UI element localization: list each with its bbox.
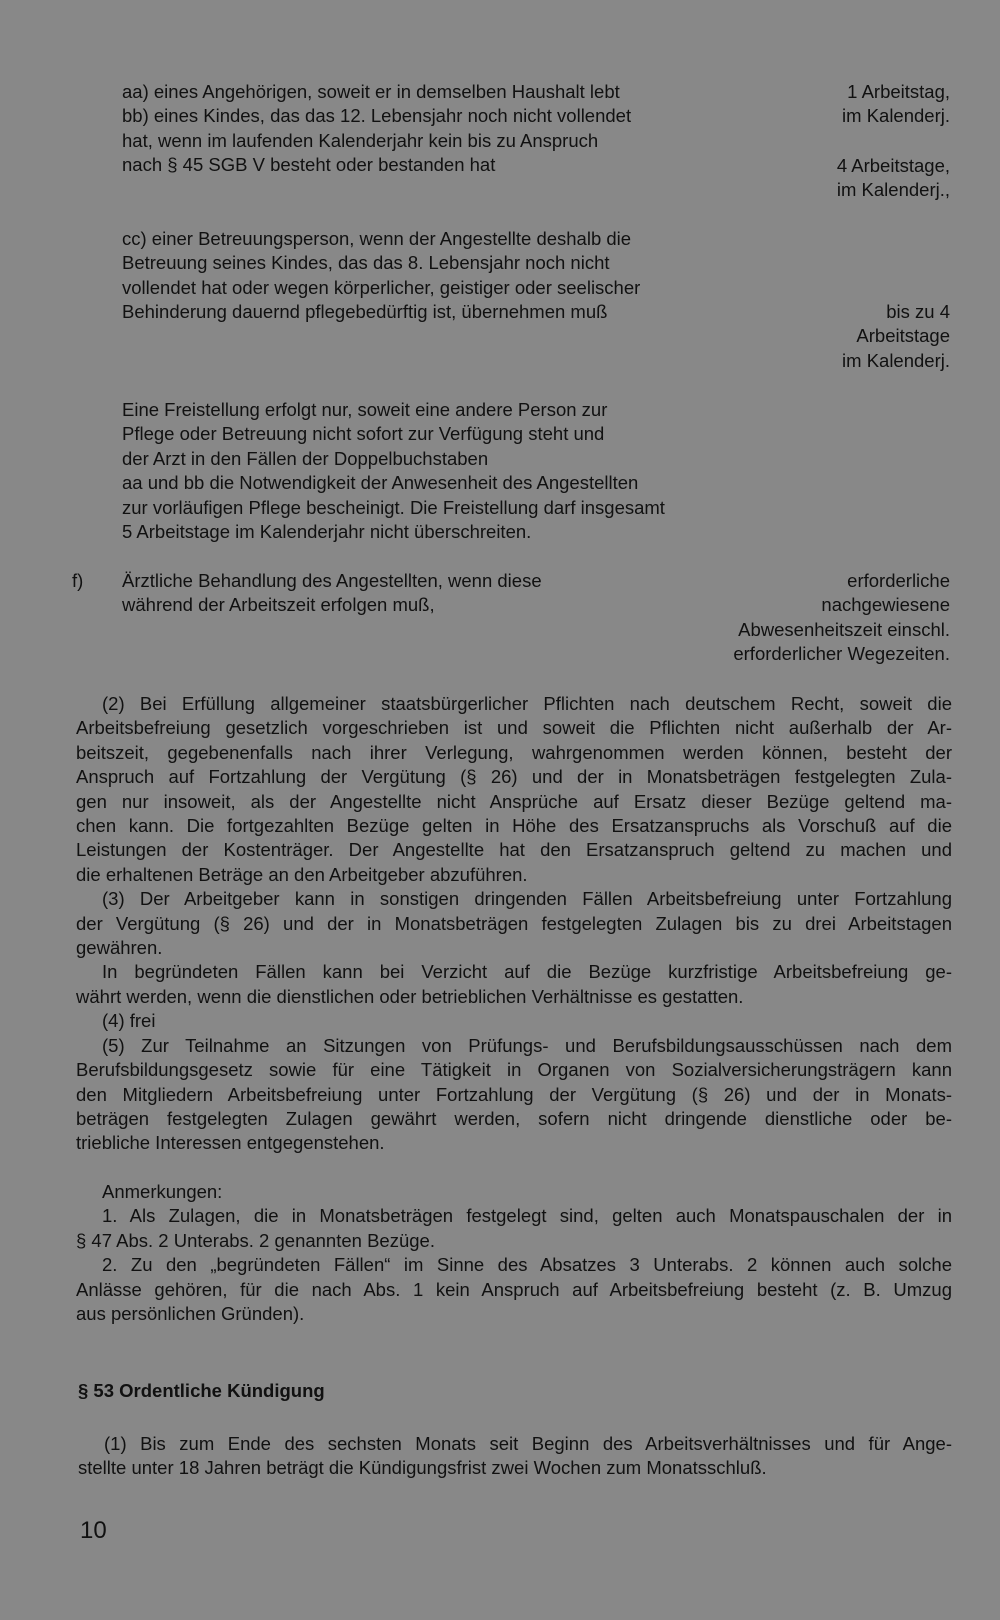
right-note-f [650,569,950,667]
text-line: zur vorläufigen Pflege bescheinigt. Die Freistellung darf insgesamt [122,496,665,518]
anmerkungen-title: Anmerkungen: [102,1181,223,1202]
text-line: der Arzt in den Fällen der Doppelbuchstaben [122,447,489,469]
text-line: beträgen festgelegten Zulagen gewährt werden, sofern nicht dringende dienstliche oder be- [76,1107,952,1129]
paragraph-5 [76,1034,952,1156]
text-line: aa und bb die Notwendigkeit der Anwesenheit des Angestellten [122,472,639,494]
text-line: im Kalenderj. [842,349,950,371]
text-line: beitszeit, gegebenenfalls nach ihrer Verlegung, wahrgenommen werden können, besteht der [76,741,952,763]
section-heading: § 53 Ordentliche Kündigung [78,1380,325,1401]
text-line: vollendet hat oder wegen körperlicher, geistiger oder seelischer [122,276,641,298]
right-note-cc [650,300,950,373]
text-line: cc) einer Betreuungsperson, wenn der Angestellte deshalb die [122,228,632,249]
text-line: chen kann. Die fortgezahlten Bezüge gelten in Höhe des Ersatzanspruchs als Vorschuß auf die [76,815,952,837]
item-label-f: f) [72,570,84,591]
section53-paragraph-1 [78,1432,952,1481]
text-line: Eine Freistellung erfolgt nur, soweit eine andere Person zur [122,399,608,420]
text-line: Berufsbildungsgesetz sowie für eine Tätigkeit in Organen von Sozialversicherungsträgern kann [76,1059,952,1081]
text-line: 2. Zu den „begründeten Fällen“ im Sinne des Absatzes 3 Unterabs. 2 können auch solche [102,1254,952,1276]
text-line: im Kalenderj. [842,105,950,127]
paragraph-3 [76,887,952,960]
right-note-bb [650,154,950,203]
text-line: im Kalenderj., [836,179,950,201]
text-line: In begründeten Fällen kann bei Verzicht auf die Bezüge kurzfristige Arbeitsbefreiung ge- [102,961,952,983]
text-line: erforderlicher Wegezeiten. [733,643,950,665]
paragraph-f [122,569,742,618]
text-line: (5) Zur Teilnahme an Sitzungen von Prüfungs- und Berufsbildungsausschüssen nach dem [102,1034,952,1056]
text-line: der Vergütung (§ 26) und der in Monatsbeträgen festgelegten Zulagen bis zu drei Arbeitstagen [76,912,952,934]
text-line: währt werden, wenn die dienstlichen oder betrieblichen Verhältnisse es gestatten. [76,985,744,1007]
text-line: Arbeitstage [856,325,950,347]
text-line: Pflege oder Betreuung nicht sofort zur Verfügung steht und [122,423,605,445]
paragraph-freistellung [122,398,762,544]
text-line: 1. Als Zulagen, die in Monatsbeträgen festgelegt sind, gelten auch Monatspauschalen der in [102,1205,952,1227]
text-line: gen nur insoweit, als der Angestellte nicht Ansprüche auf Ersatz dieser Bezüge geltend ma- [76,790,952,812]
main-paragraphs [76,692,952,1156]
text-line: nach § 45 SGB V besteht oder bestanden hat [122,154,496,176]
text-line: 5 Arbeitstage im Kalenderjahr nicht überschreiten. [122,521,532,543]
text-line: Leistungen der Kostenträger. Der Angestellte hat den Ersatzanspruch geltend zu machen und [76,839,952,861]
text-line: die erhaltenen Beträge an den Arbeitgeber abzuführen. [76,863,528,885]
text-line: Behinderung dauernd pflegebedürftig ist, übernehmen muß [122,301,608,323]
text-line: bis zu 4 [886,301,950,322]
text-line: aa) eines Angehörigen, soweit er in demselben Haushalt lebt [122,81,620,102]
text-line: gewähren. [76,937,163,959]
paragraph-3-sub [76,960,952,1009]
text-line: § 47 Abs. 2 Unterabs. 2 genannten Bezüge. [76,1229,435,1251]
text-line: Betreuung seines Kindes, das das 8. Lebensjahr noch nicht [122,252,610,274]
text-line: Anspruch auf Fortzahlung der Vergütung (§ 26) und der in Monatsbeträgen festgelegten Zula- [76,766,952,788]
text-line: (3) Der Arbeitgeber kann in sonstigen dringenden Fällen Arbeitsbefreiung unter Fortzahlung [102,888,952,910]
text-line: (4) frei [102,1010,156,1032]
right-note-aa [650,80,950,129]
text-line: während der Arbeitszeit erfolgen muß, [122,594,435,616]
page-number: 10 [80,1517,107,1544]
paragraph-2 [76,692,952,887]
text-line: aus persönlichen Gründen). [76,1303,305,1325]
text-line: 1 Arbeitstag, [847,81,950,102]
text-line: (1) Bis zum Ende des sechsten Monats seit Beginn des Arbeitsverhältnisses und für Ange- [104,1433,952,1454]
paragraph-aa-bb [122,80,742,178]
text-line: Ärztliche Behandlung des Angestellten, wenn diese [122,570,542,591]
paragraph-4 [76,1009,952,1033]
text-line: Anlässe gehören, für die nach Abs. 1 kein Anspruch auf Arbeitsbefreiung besteht (z. B. Umzug [76,1278,952,1300]
text-line: Abwesenheitszeit einschl. [738,618,950,640]
anmerkungen [76,1180,952,1326]
text-line: nachgewiesene [821,594,950,616]
text-line: 4 Arbeitstage, [836,155,950,176]
text-line: triebliche Interessen entgegenstehen. [76,1132,385,1154]
text-line: erforderliche [847,570,950,591]
text-line: stellte unter 18 Jahren beträgt die Kündigungsfrist zwei Wochen zum Monatsschluß. [78,1457,767,1479]
text-line: Arbeitsbefreiung gesetzlich vorgeschrieben ist und soweit die Pflichten nicht außerhalb der Ar- [76,717,952,739]
text-line: hat, wenn im laufenden Kalenderjahr kein bis zu Anspruch [122,129,599,151]
text-line: den Mitgliedern Arbeitsbefreiung unter Fortzahlung der Vergütung (§ 26) und der in Monats- [76,1083,952,1105]
text-line: (2) Bei Erfüllung allgemeiner staatsbürgerlicher Pflichten nach deutschem Recht, soweit die [102,693,952,714]
text-line: bb) eines Kindes, das das 12. Lebensjahr noch nicht vollendet [122,105,632,127]
